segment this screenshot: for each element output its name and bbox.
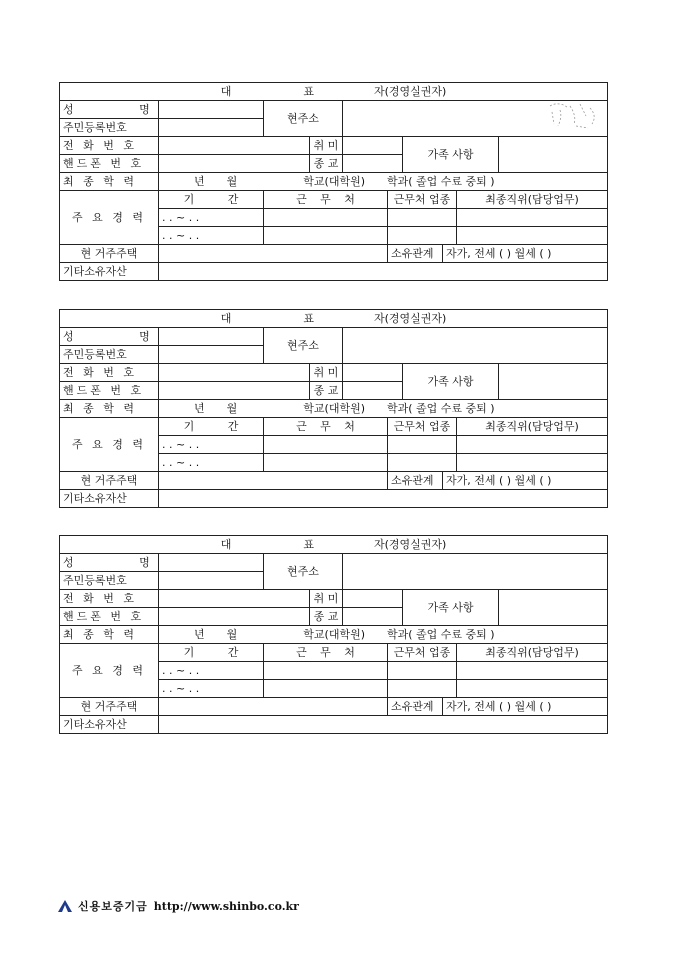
rrn-label: 주민등록번호 <box>60 119 159 137</box>
name-field[interactable] <box>159 328 264 346</box>
mobile-label: 핸드폰 번 호 <box>60 608 159 626</box>
house-field[interactable] <box>159 698 388 716</box>
career-position-field[interactable] <box>457 454 608 472</box>
other-assets-field[interactable] <box>159 716 608 734</box>
family-label: 가족 사항 <box>403 590 499 626</box>
rrn-field[interactable] <box>159 572 264 590</box>
house-label: 현 거주주택 <box>60 472 159 490</box>
name-label: 성 명 <box>60 328 159 346</box>
mobile-label: 핸드폰 번 호 <box>60 382 159 400</box>
career-period-value[interactable]: . . ~ . . <box>159 436 264 454</box>
hobby-field[interactable] <box>343 590 403 608</box>
footer-url[interactable]: http://www.shinbo.co.kr <box>153 899 299 913</box>
religion-field[interactable] <box>343 382 403 400</box>
rrn-label: 주민등록번호 <box>60 572 159 590</box>
address-label: 현주소 <box>264 328 343 364</box>
family-field[interactable] <box>499 137 608 173</box>
name-label: 성 명 <box>60 554 159 572</box>
career-industry-field[interactable] <box>388 680 457 698</box>
career-industry-field[interactable] <box>388 436 457 454</box>
name-field[interactable] <box>159 554 264 572</box>
representative-form-1 <box>59 82 608 281</box>
career-industry-label: 근무처 업종 <box>388 644 457 662</box>
career-workplace-field[interactable] <box>264 662 388 680</box>
phone-field[interactable] <box>159 137 310 155</box>
phone-label: 전 화 번 호 <box>60 364 159 382</box>
triangle-logo-icon <box>58 900 72 912</box>
phone-label: 전 화 번 호 <box>60 590 159 608</box>
mobile-field[interactable] <box>159 155 310 173</box>
hobby-label: 취 미 <box>310 364 343 382</box>
career-period-label: 기 간 <box>159 191 264 209</box>
career-label: 주 요 경 력 <box>60 644 159 698</box>
career-position-field[interactable] <box>457 227 608 245</box>
representative-form-3 <box>59 535 608 734</box>
phone-field[interactable] <box>159 364 310 382</box>
house-field[interactable] <box>159 245 388 263</box>
hobby-label: 취 미 <box>310 137 343 155</box>
mobile-field[interactable] <box>159 608 310 626</box>
ownership-value[interactable]: 자가, 전세 ( ) 월세 ( ) <box>443 245 608 263</box>
career-position-label: 최종직위(담당업무) <box>457 644 608 662</box>
career-period-value[interactable]: . . ~ . . <box>159 662 264 680</box>
religion-field[interactable] <box>343 608 403 626</box>
phone-label: 전 화 번 호 <box>60 137 159 155</box>
ownership-value[interactable]: 자가, 전세 ( ) 월세 ( ) <box>443 472 608 490</box>
house-label: 현 거주주택 <box>60 245 159 263</box>
scribble-mark <box>546 98 602 132</box>
career-period-label: 기 간 <box>159 418 264 436</box>
mobile-label: 핸드폰 번 호 <box>60 155 159 173</box>
religion-label: 종 교 <box>310 608 343 626</box>
education-label: 최 종 학 력 <box>60 626 159 644</box>
career-industry-field[interactable] <box>388 227 457 245</box>
education-label: 최 종 학 력 <box>60 400 159 418</box>
hobby-field[interactable] <box>343 137 403 155</box>
career-position-label: 최종직위(담당업무) <box>457 191 608 209</box>
house-field[interactable] <box>159 472 388 490</box>
hobby-field[interactable] <box>343 364 403 382</box>
career-period-value[interactable]: . . ~ . . <box>159 227 264 245</box>
footer-org: 신용보증기금 <box>78 900 148 913</box>
address-field[interactable] <box>343 554 608 590</box>
career-workplace-field[interactable] <box>264 436 388 454</box>
career-period-value[interactable]: . . ~ . . <box>159 454 264 472</box>
education-label: 최 종 학 력 <box>60 173 159 191</box>
career-period-value[interactable]: . . ~ . . <box>159 680 264 698</box>
career-workplace-label: 근 무 처 <box>264 644 388 662</box>
form-title: 대 표 자(경영실권자) <box>60 310 608 328</box>
career-workplace-field[interactable] <box>264 227 388 245</box>
career-position-field[interactable] <box>457 680 608 698</box>
representative-form-2 <box>59 309 608 508</box>
hobby-label: 취 미 <box>310 590 343 608</box>
career-position-field[interactable] <box>457 209 608 227</box>
ownership-label: 소유관계 <box>388 472 443 490</box>
career-position-field[interactable] <box>457 436 608 454</box>
phone-field[interactable] <box>159 590 310 608</box>
career-period-value[interactable]: . . ~ . . <box>159 209 264 227</box>
mobile-field[interactable] <box>159 382 310 400</box>
other-assets-label: 기타소유자산 <box>60 716 159 734</box>
career-position-label: 최종직위(담당업무) <box>457 418 608 436</box>
career-workplace-field[interactable] <box>264 209 388 227</box>
religion-label: 종 교 <box>310 155 343 173</box>
education-field[interactable]: 년 월 학교(대학원) 학과( 졸업 수료 중퇴 ) <box>159 173 608 191</box>
address-field[interactable] <box>343 328 608 364</box>
other-assets-label: 기타소유자산 <box>60 263 159 281</box>
family-field[interactable] <box>499 590 608 626</box>
rrn-label: 주민등록번호 <box>60 346 159 364</box>
form-title: 대 표 자(경영실권자) <box>60 83 608 101</box>
education-field[interactable]: 년 월 학교(대학원) 학과( 졸업 수료 중퇴 ) <box>159 626 608 644</box>
religion-label: 종 교 <box>310 382 343 400</box>
ownership-label: 소유관계 <box>388 245 443 263</box>
name-label: 성 명 <box>60 101 159 119</box>
address-label: 현주소 <box>264 554 343 590</box>
religion-field[interactable] <box>343 155 403 173</box>
career-workplace-field[interactable] <box>264 454 388 472</box>
career-label: 주 요 경 력 <box>60 191 159 245</box>
rrn-field[interactable] <box>159 119 264 137</box>
other-assets-label: 기타소유자산 <box>60 490 159 508</box>
family-label: 가족 사항 <box>403 364 499 400</box>
career-workplace-label: 근 무 처 <box>264 418 388 436</box>
ownership-value[interactable]: 자가, 전세 ( ) 월세 ( ) <box>443 698 608 716</box>
family-label: 가족 사항 <box>403 137 499 173</box>
career-industry-label: 근무처 업종 <box>388 191 457 209</box>
family-field[interactable] <box>499 364 608 400</box>
name-field[interactable] <box>159 101 264 119</box>
career-industry-field[interactable] <box>388 209 457 227</box>
address-label: 현주소 <box>264 101 343 137</box>
form-title: 대 표 자(경영실권자) <box>60 536 608 554</box>
education-field[interactable]: 년 월 학교(대학원) 학과( 졸업 수료 중퇴 ) <box>159 400 608 418</box>
career-industry-field[interactable] <box>388 454 457 472</box>
ownership-label: 소유관계 <box>388 698 443 716</box>
other-assets-field[interactable] <box>159 263 608 281</box>
career-position-field[interactable] <box>457 662 608 680</box>
footer <box>58 898 299 914</box>
other-assets-field[interactable] <box>159 490 608 508</box>
career-industry-field[interactable] <box>388 662 457 680</box>
career-period-label: 기 간 <box>159 644 264 662</box>
rrn-field[interactable] <box>159 346 264 364</box>
career-label: 주 요 경 력 <box>60 418 159 472</box>
career-workplace-label: 근 무 처 <box>264 191 388 209</box>
career-workplace-field[interactable] <box>264 680 388 698</box>
career-industry-label: 근무처 업종 <box>388 418 457 436</box>
house-label: 현 거주주택 <box>60 698 159 716</box>
